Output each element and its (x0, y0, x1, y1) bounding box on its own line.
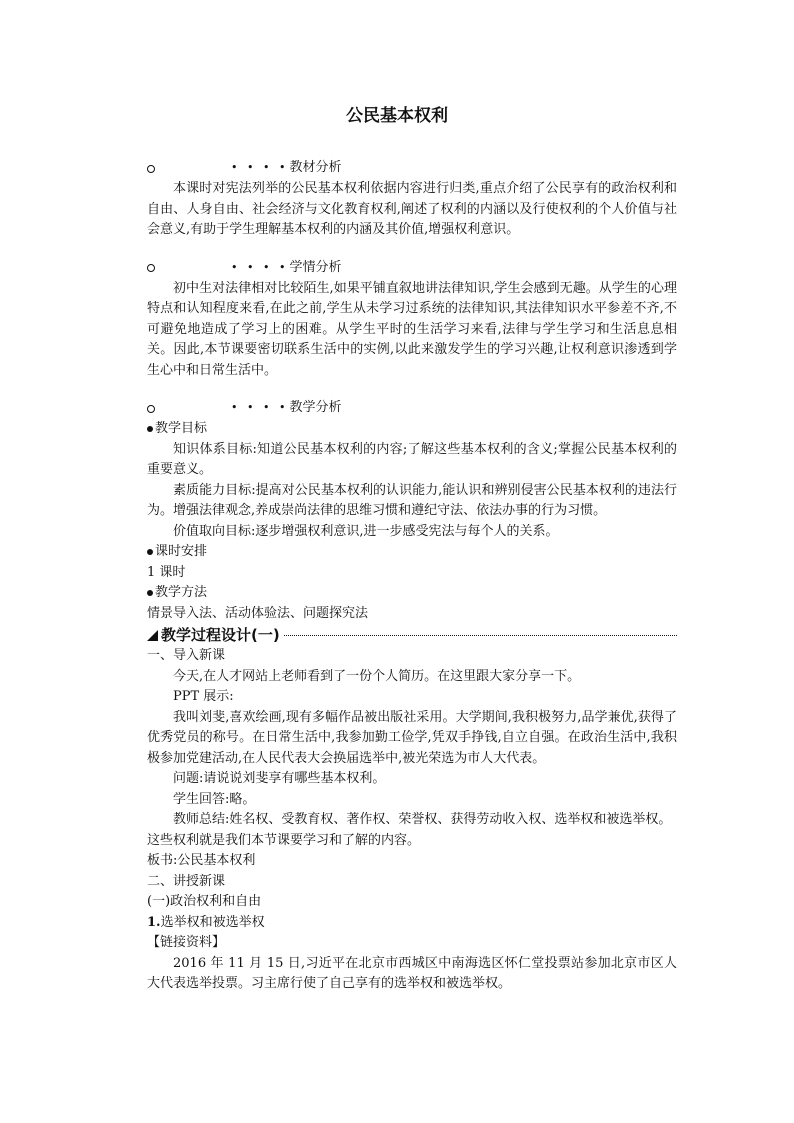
content (147, 158, 677, 995)
goal-value: 价值取向目标:逐步增强权利意识,进一步感受宪法与每个人的关系。 (173, 523, 559, 539)
intro-text: 今天,在人才网站上老师看到了一份个人简历。在这里跟大家分享一下。 (173, 668, 581, 684)
ppt-label: PPT 展示: (173, 689, 234, 704)
page-title: 公民基本权利 (346, 106, 448, 126)
goal-knowledge: 知识体系目标:知道公民基本权利的内容;了解这些基本权利的含义;掌握公民基本权利的重要意义。 (147, 441, 677, 477)
bullet-goals (147, 419, 677, 440)
triangle-icon (147, 630, 158, 641)
goal-ability: 素质能力目标:提高对公民基本权利的认识能力,能认识和辨别侵害公民基本权利的违法行为。增强法律观念,养成崇尚法律的思维习惯和遵纪守法、依法办事的行为习惯。 (147, 482, 677, 518)
bullet-icon (147, 590, 153, 596)
answer-text: 学生回答:略。 (173, 791, 256, 807)
sub-heading-number: 1. (147, 914, 161, 930)
section-label: 教学分析 (289, 400, 342, 416)
summary-text: 教师总结:姓名权、受教育权、著作权、荣誉权、获得劳动收入权、选举权和被选举权。 (173, 812, 672, 827)
bullet-label: 课时安排 (155, 544, 208, 559)
bullet-label: 教学目标 (155, 421, 208, 436)
link-label: 【链接资料】 (147, 935, 226, 950)
section-label: 学情分析 (289, 259, 342, 275)
paragraph-textbook: 本课时对宪法列举的公民基本权利依据内容进行归类,重点介绍了公民享有的政治权利和自由、人身自由、社会经济与文化教育权利,阐述了权利的内涵以及行使权利的个人价值与社会意义,有助于学生理解基本权利的内涵及其价值,增强权利意识。 (147, 181, 677, 237)
schedule-text: 1 课时 (147, 564, 186, 580)
section-heading-students (147, 258, 677, 279)
sub-heading-election (147, 913, 677, 934)
bullet-schedule (147, 542, 677, 563)
lecture-heading: 二、讲授新课 (147, 873, 226, 889)
section-label: 教材分析 (289, 160, 342, 176)
paragraph-students: 初中生对法律相对比较陌生,如果平铺直叙地讲法律知识,学生会感到无趣。从学生的心理特点和认知程度来看,在此之前,学生从未学习过系统的法律知识,其法律知识水平参差不齐,不可避免地造成了学习上的困难。从学生平时的生活学习来看,法律与学生学习和生活息息相关。因此,本节课要密切联系生活中的实例,以此来激发学生的学习兴趣,让权利意识渗透到学生心中和日常生活中。 (147, 280, 677, 378)
section-heading-teaching (147, 398, 677, 419)
design-title: 教学过程设计(一) (161, 625, 280, 644)
method-text: 情景导入法、活动体验法、问题探究法 (147, 605, 369, 621)
question-text: 问题:请说说刘斐享有哪些基本权利。 (173, 771, 386, 786)
bullet-icon (147, 549, 153, 555)
link-text: 2016 年 11 月 15 日,习近平在北京市西城区中南海选区怀仁堂投票站参加北京市区人大代表选举投票。习主席行使了自己享有的选举权和被选举权。 (147, 955, 677, 991)
section-heading-textbook (147, 158, 677, 179)
bullet-label: 教学方法 (155, 585, 208, 600)
dotted-divider (284, 635, 677, 636)
dots-marker: • • • • (231, 401, 289, 415)
resume-text: 我叫刘斐,喜欢绘画,现有多幅作品被出版社采用。大学期间,我积极努力,品学兼优,获得了优秀党员的称号。在日常生活中,我参加勤工俭学,凭双手挣钱,自立自强。在政治生活中,我积极参加党建活动,在人民代表大会换届选举中,被光荣选为市人大代表。 (147, 709, 677, 766)
circle-icon (147, 264, 155, 272)
circle-icon (147, 165, 155, 173)
bullet-method (147, 583, 677, 604)
sub-heading-text: 选举权和被选举权 (160, 914, 265, 930)
circle-icon (147, 405, 155, 413)
intro-heading: 一、导入新课 (147, 648, 226, 663)
board-text: 板书:公民基本权利 (147, 853, 256, 868)
dots-marker: • • • • (231, 260, 289, 274)
sub-heading-political: (一)政治权利和自由 (147, 894, 262, 909)
bullet-icon (147, 426, 153, 432)
design-heading (147, 624, 677, 646)
summary-text-2: 这些权利就是我们本节课要学习和了解的内容。 (147, 832, 421, 848)
dots-marker: • • • • (231, 161, 289, 175)
